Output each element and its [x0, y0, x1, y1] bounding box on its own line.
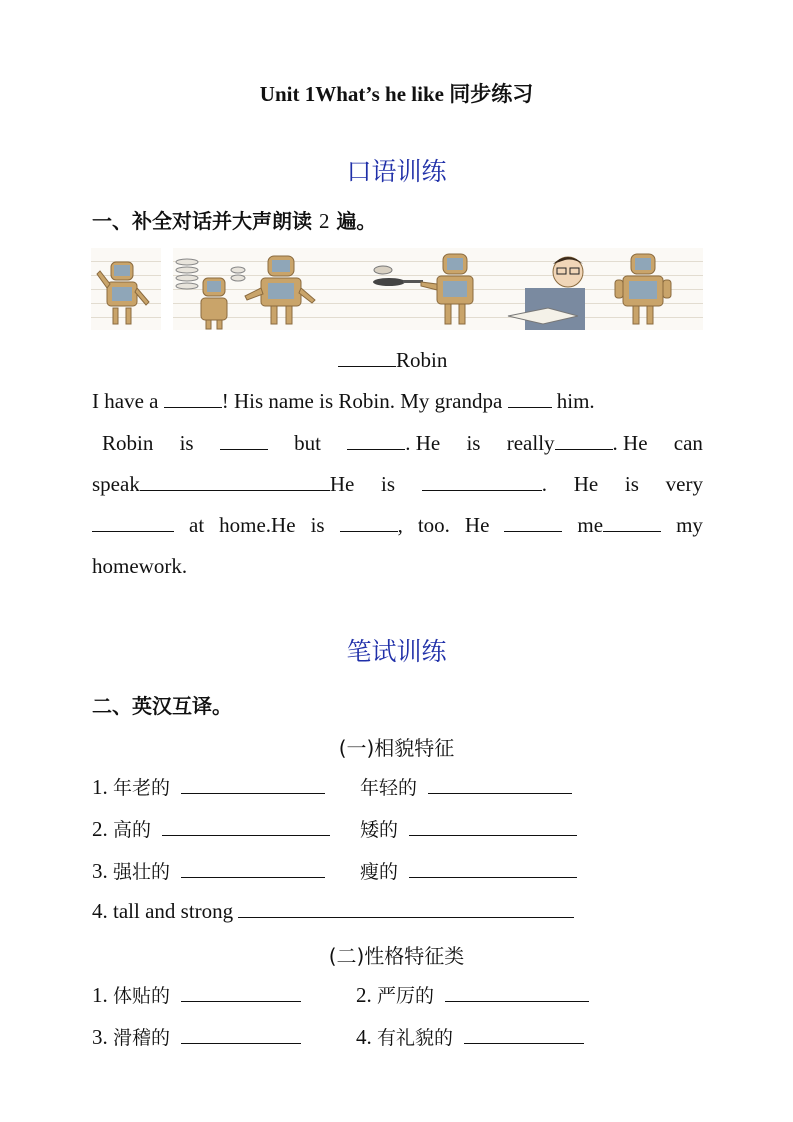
part-2-row-right	[356, 981, 589, 1008]
question-2-heading: 二、英汉互译。	[92, 694, 232, 718]
section-written-heading: 笔试训练	[346, 637, 447, 666]
row-number: 1.	[92, 983, 108, 1007]
part-1-heading: (一)相貌特征	[338, 736, 455, 760]
row-number: 4.	[356, 1025, 372, 1049]
robot-waving-illustration	[91, 248, 161, 330]
row-number: 3.	[92, 1025, 108, 1049]
text: my	[676, 513, 703, 537]
blank[interactable]	[428, 775, 572, 794]
blank[interactable]	[181, 859, 325, 878]
row-number: 2.	[92, 817, 108, 841]
row-number: 3.	[92, 859, 108, 883]
row-number: 1.	[92, 775, 108, 799]
blank[interactable]	[603, 513, 661, 532]
text: ,	[397, 513, 403, 537]
blank[interactable]	[92, 513, 174, 532]
text: really	[506, 431, 555, 455]
part-1-row	[92, 857, 325, 884]
blank[interactable]	[504, 513, 562, 532]
blank[interactable]	[162, 817, 330, 836]
text: ! His name is Robin. My grandpa	[221, 389, 503, 413]
text: is	[624, 472, 639, 496]
term: 年轻的	[360, 777, 418, 799]
blank[interactable]	[409, 817, 577, 836]
page-title: Unit 1What’s he like 同步练习	[259, 82, 534, 106]
blank[interactable]	[140, 472, 330, 491]
section-oral-heading: 口语训练	[346, 157, 447, 186]
dialogue-line-2	[92, 431, 703, 456]
text: He	[464, 513, 490, 537]
term: 4. tall and strong	[92, 899, 234, 923]
dialogue-heading	[338, 348, 447, 373]
part-1-row	[92, 815, 330, 842]
robot-juggling-plates	[176, 259, 245, 329]
text: I have a	[92, 389, 159, 413]
term: 滑稽的	[113, 1027, 171, 1049]
part-1-row-right	[360, 857, 577, 884]
blank[interactable]	[181, 775, 325, 794]
blank[interactable]	[340, 513, 398, 532]
term: 年老的	[113, 777, 171, 799]
part-1-row	[92, 773, 325, 800]
robot-standing	[615, 254, 671, 324]
question-1-suffix: 遍。	[336, 209, 377, 233]
blank[interactable]	[464, 1025, 584, 1044]
robot-cooking	[245, 256, 423, 324]
blank[interactable]	[164, 389, 222, 408]
blank[interactable]	[508, 389, 552, 408]
question-1-count: 2	[318, 209, 330, 233]
dialogue-line-1	[92, 389, 595, 414]
text: is	[179, 431, 194, 455]
dialogue-line-5: homework.	[92, 554, 188, 578]
part-2-row	[92, 1023, 301, 1050]
text: is	[381, 472, 396, 496]
part-2-heading: (二)性格特征类	[328, 944, 465, 968]
text: is	[466, 431, 481, 455]
text: . He	[405, 431, 441, 455]
term: 高的	[113, 819, 152, 841]
text: too.	[417, 513, 450, 537]
dialogue-line-4	[92, 513, 703, 538]
robot-with-pan	[421, 254, 473, 324]
robot-scenes-illustration	[173, 248, 703, 330]
dialogue-heading-text: Robin	[396, 348, 448, 372]
dialogue-line-3	[92, 472, 703, 497]
illustration-panel-1	[91, 248, 161, 330]
term: 强壮的	[113, 861, 171, 883]
part-1-row-4	[92, 899, 574, 924]
term: 体贴的	[113, 985, 171, 1007]
part-2-row-right	[356, 1023, 584, 1050]
question-1-heading	[92, 205, 376, 234]
blank[interactable]	[220, 431, 268, 450]
blank[interactable]	[181, 1025, 301, 1044]
text: .	[541, 472, 547, 496]
part-1-row-right	[360, 773, 572, 800]
text: him.	[556, 389, 595, 413]
term: 有礼貌的	[377, 1027, 454, 1049]
blank[interactable]	[347, 431, 405, 450]
boy-reading-illustration	[508, 257, 585, 330]
text: home.He	[219, 513, 296, 537]
text: at	[189, 513, 205, 537]
row-number: 2.	[356, 983, 372, 1007]
text: me	[577, 513, 604, 537]
text: can	[673, 431, 703, 455]
blank[interactable]	[338, 348, 396, 367]
text: is	[310, 513, 325, 537]
text: Robin	[102, 431, 154, 455]
text: speak	[92, 472, 140, 496]
blank[interactable]	[238, 899, 574, 918]
text: but	[294, 431, 321, 455]
text: He	[329, 472, 355, 496]
blank[interactable]	[409, 859, 577, 878]
text: He	[573, 472, 599, 496]
term: 瘦的	[360, 861, 399, 883]
blank[interactable]	[445, 983, 589, 1002]
term: 矮的	[360, 819, 399, 841]
text: . He	[612, 431, 648, 455]
term: 严厉的	[377, 985, 435, 1007]
blank[interactable]	[181, 983, 301, 1002]
blank[interactable]	[422, 472, 542, 491]
illustration-panel-2	[173, 248, 703, 330]
part-2-row	[92, 981, 301, 1008]
question-1-label: 一、补全对话并大声朗读	[92, 209, 312, 233]
part-1-row-right	[360, 815, 577, 842]
text: very	[665, 472, 703, 496]
blank[interactable]	[555, 431, 613, 450]
